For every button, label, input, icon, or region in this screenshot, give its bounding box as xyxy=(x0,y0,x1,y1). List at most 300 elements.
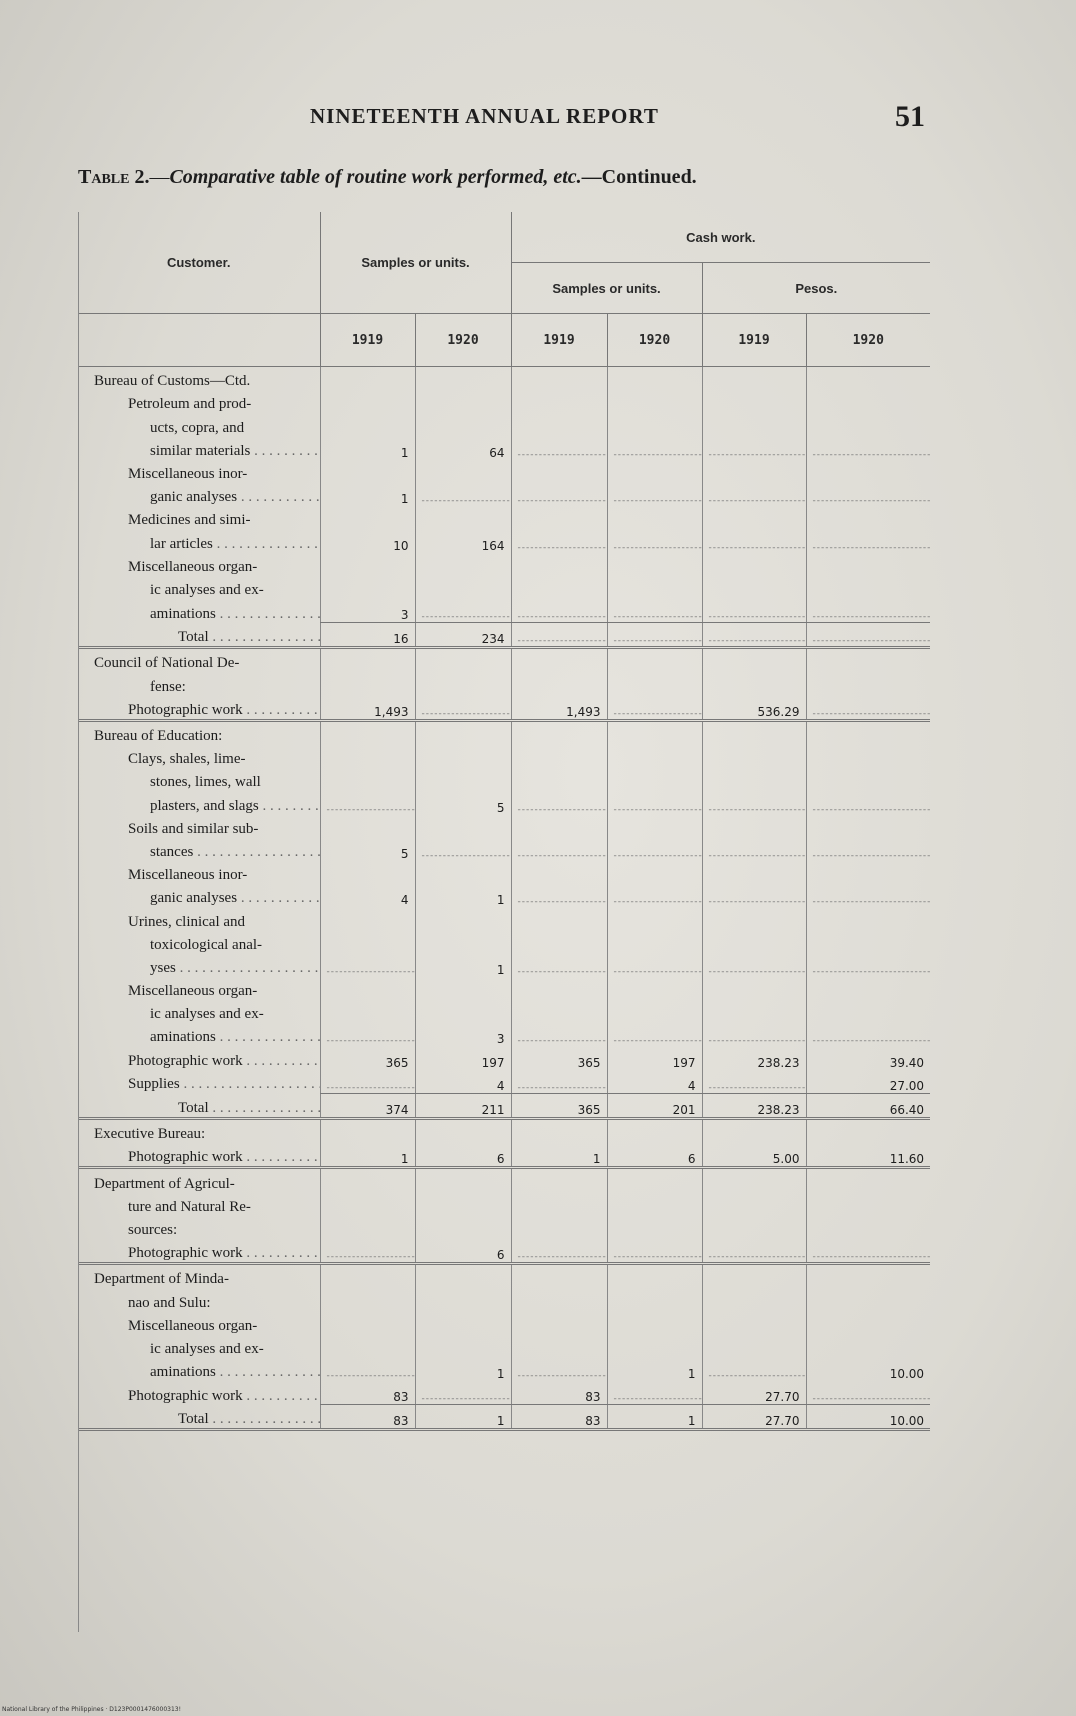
value-cell: 4 xyxy=(415,1070,511,1094)
empty-leader-cell xyxy=(511,1070,607,1094)
value-cell: 5 xyxy=(320,838,415,861)
value-cell: 5 xyxy=(415,791,511,814)
empty-cell xyxy=(607,1119,702,1144)
empty-leader-cell xyxy=(806,599,930,623)
customer-cell: ganic analyses . . . xyxy=(78,483,320,506)
value-cell: 1 xyxy=(415,954,511,977)
table-row xyxy=(78,1335,930,1358)
value-cell: 201 xyxy=(607,1093,702,1118)
empty-cell xyxy=(607,576,702,599)
empty-cell xyxy=(511,1288,607,1311)
value-cell: 66.40 xyxy=(806,1093,930,1118)
empty-cell xyxy=(806,1119,930,1144)
empty-cell xyxy=(415,1193,511,1216)
empty-cell xyxy=(415,1119,511,1144)
empty-cell xyxy=(806,413,930,436)
customer-cell: nao and Sulu: xyxy=(128,1294,211,1311)
value-cell: 197 xyxy=(607,1046,702,1069)
value-cell: 365 xyxy=(320,1046,415,1069)
empty-leader-cell xyxy=(511,1023,607,1046)
empty-cell xyxy=(806,1312,930,1335)
table-row xyxy=(78,1239,930,1264)
table-row xyxy=(78,1193,930,1216)
empty-cell xyxy=(702,861,806,884)
empty-leader-cell xyxy=(806,1381,930,1405)
table-row xyxy=(78,931,930,954)
table-row xyxy=(78,1070,930,1094)
empty-cell xyxy=(607,861,702,884)
table-continued: —Continued. xyxy=(581,166,697,188)
empty-cell xyxy=(511,720,607,745)
table-row xyxy=(78,1381,930,1405)
empty-leader-cell xyxy=(415,838,511,861)
caption-dash: — xyxy=(149,166,170,188)
empty-leader-cell xyxy=(702,599,806,623)
empty-leader-cell xyxy=(702,529,806,552)
empty-cell xyxy=(511,506,607,529)
empty-cell xyxy=(607,815,702,838)
empty-leader-cell xyxy=(320,954,415,977)
running-head: NINETEENTH ANNUAL REPORT xyxy=(310,104,659,128)
empty-cell xyxy=(607,648,702,673)
table-row xyxy=(78,599,930,623)
value-cell: 211 xyxy=(415,1093,511,1118)
customer-cell: Petroleum and prod- xyxy=(128,396,252,413)
empty-cell xyxy=(415,931,511,954)
col-year-1920: 1920 xyxy=(607,314,702,367)
empty-cell xyxy=(607,1264,702,1289)
empty-cell xyxy=(320,1312,415,1335)
table-row xyxy=(78,576,930,599)
empty-cell xyxy=(320,907,415,930)
table-row xyxy=(78,1168,930,1193)
table-row xyxy=(78,696,930,721)
empty-cell xyxy=(415,576,511,599)
value-cell: 1 xyxy=(511,1143,607,1168)
table-row xyxy=(78,1405,930,1430)
empty-leader-cell xyxy=(806,437,930,460)
empty-cell xyxy=(806,1193,930,1216)
empty-cell xyxy=(806,1216,930,1239)
empty-cell xyxy=(702,1216,806,1239)
table-row xyxy=(78,838,930,861)
customer-cell: sources: xyxy=(128,1221,178,1238)
col-samples-or-units: Samples or units. xyxy=(320,212,511,314)
value-cell: 374 xyxy=(320,1093,415,1118)
empty-cell xyxy=(702,1119,806,1144)
empty-leader-cell xyxy=(702,1070,806,1094)
empty-cell xyxy=(607,745,702,768)
empty-cell xyxy=(415,367,511,391)
customer-cell: fense: xyxy=(150,678,186,695)
table-row xyxy=(78,768,930,791)
empty-cell xyxy=(320,576,415,599)
empty-cell xyxy=(320,720,415,745)
customer-cell: stances . . . xyxy=(78,838,320,861)
value-cell: 1 xyxy=(320,483,415,506)
empty-cell xyxy=(320,390,415,413)
empty-cell xyxy=(511,413,607,436)
empty-cell xyxy=(320,1193,415,1216)
customer-cell: Council of National De- xyxy=(94,655,240,672)
empty-cell xyxy=(511,931,607,954)
table-row xyxy=(78,977,930,1000)
empty-leader-cell xyxy=(607,437,702,460)
empty-cell xyxy=(806,1335,930,1358)
empty-leader-cell xyxy=(415,696,511,721)
empty-cell xyxy=(415,1335,511,1358)
empty-leader-cell xyxy=(607,483,702,506)
empty-cell xyxy=(320,861,415,884)
empty-leader-cell xyxy=(806,696,930,721)
value-cell: 1 xyxy=(320,1143,415,1168)
empty-cell xyxy=(702,1000,806,1023)
col-cash-work: Cash work. xyxy=(511,212,930,263)
empty-cell xyxy=(320,506,415,529)
table-row xyxy=(78,437,930,460)
value-cell: 6 xyxy=(607,1143,702,1168)
table-row xyxy=(78,648,930,673)
empty-cell xyxy=(806,931,930,954)
customer-cell: Executive Bureau: xyxy=(94,1126,206,1143)
customer-cell: Supplies . . . xyxy=(78,1070,320,1094)
empty-cell xyxy=(415,907,511,930)
empty-leader-cell xyxy=(607,1381,702,1405)
page-number: 51 xyxy=(895,100,925,133)
empty-leader-cell xyxy=(607,838,702,861)
value-cell: 39.40 xyxy=(806,1046,930,1069)
value-cell: 4 xyxy=(320,884,415,907)
value-cell: 1 xyxy=(415,1405,511,1430)
col-year-1920: 1920 xyxy=(415,314,511,367)
empty-leader-cell xyxy=(702,1239,806,1264)
empty-cell xyxy=(320,367,415,391)
empty-cell xyxy=(702,931,806,954)
customer-cell: Miscellaneous organ- xyxy=(128,558,258,575)
empty-cell xyxy=(702,815,806,838)
empty-cell xyxy=(415,413,511,436)
empty-cell xyxy=(607,367,702,391)
col-year-1919: 1919 xyxy=(702,314,806,367)
empty-cell xyxy=(806,1168,930,1193)
customer-cell: yses . . . xyxy=(78,954,320,977)
customer-cell: plasters, and slags . . . xyxy=(78,791,320,814)
empty-cell xyxy=(806,745,930,768)
empty-cell xyxy=(702,1193,806,1216)
customer-cell: aminations . . . xyxy=(78,599,320,623)
empty-cell xyxy=(702,390,806,413)
empty-cell xyxy=(415,1288,511,1311)
table-row xyxy=(78,672,930,695)
empty-cell xyxy=(702,672,806,695)
empty-cell xyxy=(320,1119,415,1144)
empty-cell xyxy=(806,1288,930,1311)
empty-leader-cell xyxy=(511,599,607,623)
customer-cell: toxicological anal- xyxy=(150,936,263,953)
table-title: Comparative table of routine work performed, etc. xyxy=(169,166,582,188)
scan-credit: National Library of the Philippines · D123P0001476000313! xyxy=(2,1706,182,1713)
value-cell: 27.70 xyxy=(702,1381,806,1405)
customer-cell: Bureau of Education: xyxy=(94,728,223,744)
empty-cell xyxy=(607,1216,702,1239)
value-cell: 1 xyxy=(415,1358,511,1381)
empty-cell xyxy=(320,1288,415,1311)
table-row xyxy=(78,1288,930,1311)
empty-cell xyxy=(806,907,930,930)
empty-cell xyxy=(607,1312,702,1335)
empty-cell xyxy=(702,553,806,576)
value-cell: 1 xyxy=(415,884,511,907)
empty-leader-cell xyxy=(511,791,607,814)
empty-cell xyxy=(607,1288,702,1311)
empty-leader-cell xyxy=(806,483,930,506)
empty-cell xyxy=(607,672,702,695)
empty-leader-cell xyxy=(607,696,702,721)
table-row xyxy=(78,529,930,552)
empty-cell xyxy=(511,745,607,768)
customer-cell: Photographic work . . . xyxy=(78,1239,320,1264)
empty-cell xyxy=(806,768,930,791)
empty-leader-cell xyxy=(320,1023,415,1046)
empty-cell xyxy=(607,931,702,954)
table-row xyxy=(78,720,930,745)
customer-cell: ic analyses and ex- xyxy=(150,1006,264,1023)
value-cell: 536.29 xyxy=(702,696,806,721)
value-cell: 6 xyxy=(415,1239,511,1264)
empty-cell xyxy=(806,861,930,884)
empty-leader-cell xyxy=(702,791,806,814)
table-row xyxy=(78,1216,930,1239)
empty-cell xyxy=(702,977,806,1000)
empty-leader-cell xyxy=(806,884,930,907)
empty-leader-cell xyxy=(806,954,930,977)
customer-cell: ture and Natural Re- xyxy=(128,1198,251,1215)
empty-cell xyxy=(702,1168,806,1193)
customer-cell: aminations . . . xyxy=(78,1358,320,1381)
empty-cell xyxy=(511,1216,607,1239)
table-row xyxy=(78,506,930,529)
value-cell: 83 xyxy=(511,1405,607,1430)
table-row xyxy=(78,1093,930,1118)
table-row xyxy=(78,861,930,884)
empty-cell xyxy=(511,672,607,695)
value-cell: 5.00 xyxy=(702,1143,806,1168)
empty-cell xyxy=(415,745,511,768)
empty-cell xyxy=(511,1312,607,1335)
empty-cell xyxy=(511,1335,607,1358)
empty-cell xyxy=(415,1264,511,1289)
customer-cell: Total . . . xyxy=(78,623,320,648)
empty-cell xyxy=(702,1335,806,1358)
empty-cell xyxy=(607,553,702,576)
empty-cell xyxy=(511,1168,607,1193)
empty-cell xyxy=(415,768,511,791)
empty-leader-cell xyxy=(607,1023,702,1046)
empty-cell xyxy=(320,768,415,791)
col-pesos: Pesos. xyxy=(702,263,930,314)
empty-cell xyxy=(511,977,607,1000)
empty-leader-cell xyxy=(607,884,702,907)
empty-cell xyxy=(702,720,806,745)
empty-cell xyxy=(511,1193,607,1216)
customer-cell: Miscellaneous organ- xyxy=(128,1317,258,1334)
empty-leader-cell xyxy=(702,954,806,977)
empty-leader-cell xyxy=(415,599,511,623)
value-cell: 10.00 xyxy=(806,1405,930,1430)
customer-cell: Photographic work . . . xyxy=(78,1143,320,1168)
empty-cell xyxy=(702,367,806,391)
empty-cell xyxy=(320,931,415,954)
customer-cell: Photographic work . . . xyxy=(78,1381,320,1405)
table-row xyxy=(78,553,930,576)
empty-cell xyxy=(415,460,511,483)
empty-cell xyxy=(702,745,806,768)
col-customer-blank xyxy=(78,314,320,367)
empty-leader-cell xyxy=(607,599,702,623)
empty-cell xyxy=(415,672,511,695)
empty-cell xyxy=(415,506,511,529)
empty-cell xyxy=(511,367,607,391)
customer-cell: Photographic work . . . xyxy=(78,696,320,721)
value-cell: 365 xyxy=(511,1093,607,1118)
empty-cell xyxy=(511,460,607,483)
value-cell: 27.00 xyxy=(806,1070,930,1094)
empty-cell xyxy=(806,815,930,838)
table-row xyxy=(78,1046,930,1069)
value-cell: 83 xyxy=(511,1381,607,1405)
customer-cell: Photographic work . . . xyxy=(78,1046,320,1069)
empty-cell xyxy=(607,768,702,791)
empty-cell xyxy=(806,390,930,413)
table-row xyxy=(78,367,930,391)
empty-cell xyxy=(320,460,415,483)
col-cash-samples: Samples or units. xyxy=(511,263,702,314)
col-year-1920: 1920 xyxy=(806,314,930,367)
value-cell: 10.00 xyxy=(806,1358,930,1381)
customer-cell: Department of Minda- xyxy=(94,1271,229,1288)
empty-cell xyxy=(511,1000,607,1023)
customer-cell: ic analyses and ex- xyxy=(150,1340,264,1357)
empty-leader-cell xyxy=(511,483,607,506)
customer-cell: ucts, copra, and xyxy=(150,419,245,436)
table-row xyxy=(78,1119,930,1144)
empty-cell xyxy=(702,907,806,930)
customer-cell: Urines, clinical and xyxy=(128,913,246,930)
empty-cell xyxy=(320,977,415,1000)
empty-cell xyxy=(320,815,415,838)
empty-leader-cell xyxy=(806,623,930,648)
empty-cell xyxy=(511,576,607,599)
empty-cell xyxy=(511,1119,607,1144)
customer-cell: aminations . . . xyxy=(78,1023,320,1046)
empty-cell xyxy=(806,367,930,391)
customer-cell: Total . . . xyxy=(78,1093,320,1118)
empty-leader-cell xyxy=(702,623,806,648)
empty-cell xyxy=(320,413,415,436)
value-cell: 238.23 xyxy=(702,1046,806,1069)
col-year-1919: 1919 xyxy=(320,314,415,367)
col-year-1919: 1919 xyxy=(511,314,607,367)
customer-cell: ic analyses and ex- xyxy=(150,581,264,598)
empty-cell xyxy=(607,977,702,1000)
empty-cell xyxy=(320,1335,415,1358)
empty-cell xyxy=(806,576,930,599)
empty-cell xyxy=(607,413,702,436)
table-row xyxy=(78,815,930,838)
empty-leader-cell xyxy=(511,529,607,552)
empty-cell xyxy=(702,413,806,436)
value-cell: 11.60 xyxy=(806,1143,930,1168)
empty-cell xyxy=(511,553,607,576)
table-row xyxy=(78,623,930,648)
empty-leader-cell xyxy=(415,483,511,506)
empty-cell xyxy=(607,460,702,483)
table-row xyxy=(78,1143,930,1168)
empty-cell xyxy=(511,768,607,791)
empty-leader-cell xyxy=(511,1358,607,1381)
table-row xyxy=(78,1000,930,1023)
table-row xyxy=(78,745,930,768)
empty-cell xyxy=(511,1264,607,1289)
empty-cell xyxy=(806,648,930,673)
empty-leader-cell xyxy=(511,437,607,460)
empty-cell xyxy=(607,390,702,413)
empty-cell xyxy=(320,1264,415,1289)
customer-cell: Bureau of Customs—Ctd. xyxy=(94,373,251,390)
empty-leader-cell xyxy=(320,1239,415,1264)
empty-leader-cell xyxy=(702,1023,806,1046)
value-cell: 197 xyxy=(415,1046,511,1069)
table-row xyxy=(78,1023,930,1046)
value-cell: 4 xyxy=(607,1070,702,1094)
empty-leader-cell xyxy=(806,529,930,552)
empty-cell xyxy=(320,553,415,576)
empty-cell xyxy=(607,907,702,930)
table-row xyxy=(78,1358,930,1381)
empty-leader-cell xyxy=(511,623,607,648)
table-left-rule xyxy=(78,212,79,1632)
empty-cell xyxy=(415,861,511,884)
value-cell: 1 xyxy=(320,437,415,460)
empty-cell xyxy=(806,1000,930,1023)
empty-leader-cell xyxy=(607,1239,702,1264)
empty-cell xyxy=(806,672,930,695)
empty-cell xyxy=(415,815,511,838)
empty-cell xyxy=(320,1000,415,1023)
table-label: Table 2. xyxy=(78,166,150,188)
value-cell: 1 xyxy=(607,1358,702,1381)
table-row xyxy=(78,1312,930,1335)
empty-cell xyxy=(415,1168,511,1193)
empty-leader-cell xyxy=(607,791,702,814)
empty-cell xyxy=(702,506,806,529)
table-row xyxy=(78,390,930,413)
value-cell: 164 xyxy=(415,529,511,552)
empty-cell xyxy=(607,506,702,529)
empty-cell xyxy=(511,907,607,930)
empty-cell xyxy=(607,1193,702,1216)
customer-cell: Medicines and simi- xyxy=(128,512,251,529)
value-cell: 3 xyxy=(415,1023,511,1046)
customer-cell: Soils and similar sub- xyxy=(128,820,259,837)
value-cell: 1,493 xyxy=(511,696,607,721)
table-row xyxy=(78,907,930,930)
value-cell: 83 xyxy=(320,1405,415,1430)
empty-cell xyxy=(806,460,930,483)
value-cell: 1,493 xyxy=(320,696,415,721)
table-row xyxy=(78,791,930,814)
table-row xyxy=(78,460,930,483)
